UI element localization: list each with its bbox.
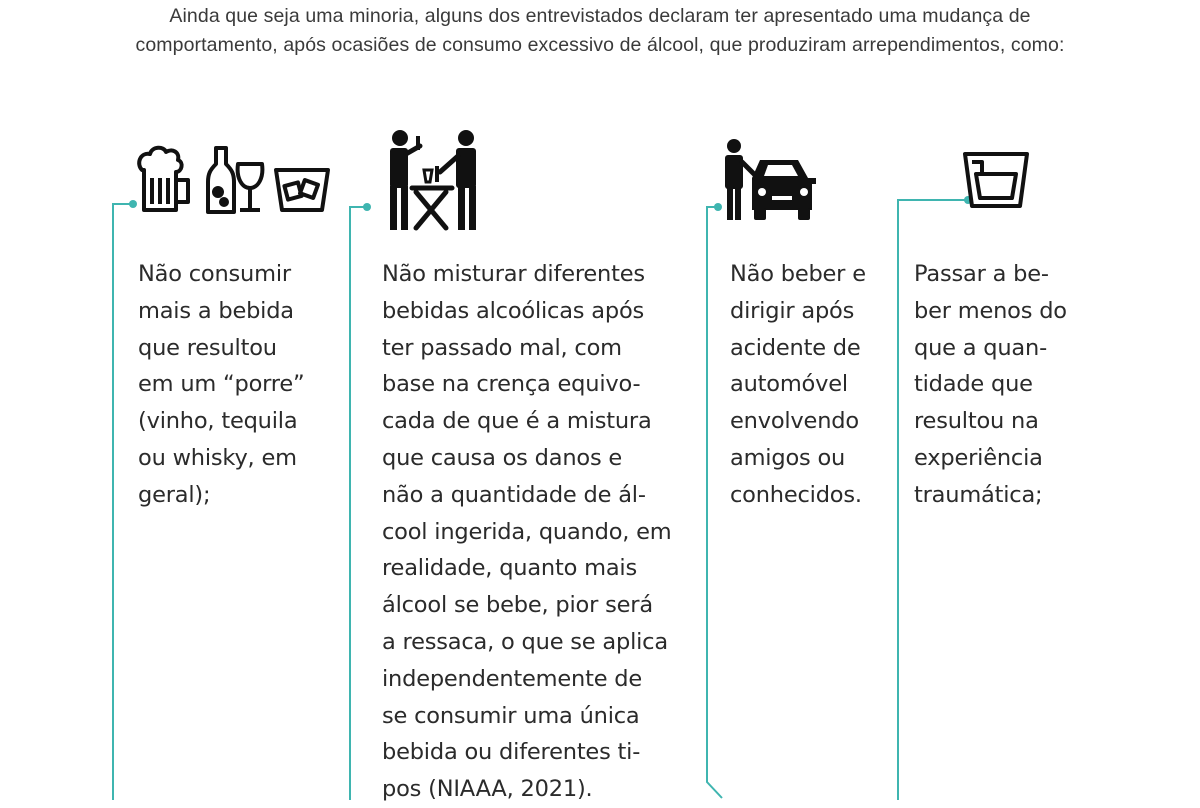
item-4-line: ber menos do [914,297,1067,324]
item-4-line: que a quan- [914,334,1047,361]
item-1-line: geral); [138,481,211,508]
item-2-line: a ressaca, o que se aplica [382,628,668,655]
item-1-line: em um “porre” [138,371,305,398]
item-3-line: conhecidos. [730,481,862,508]
item-2-line: Não misturar diferentes [382,261,645,287]
item-3-line: dirigir após [730,297,855,324]
item-2-line: pos (NIAAA, 2021). [382,776,593,803]
person-and-car-icon [720,138,822,222]
glass-icon [962,150,1030,210]
item-1-text [138,256,304,514]
item-2-text [382,256,672,808]
item-4-line: Passar a be- [914,261,1049,287]
intro-line-2: comportamento, após ocasiões de consumo excessivo de álcool, que produziram arrependimentos, como: [135,34,1065,56]
item-1-line: mais a bebida [138,297,294,324]
item-3-line: Não beber e [730,261,866,287]
beer-wine-whisky-icon [134,142,334,216]
item-3-line: acidente de [730,334,861,361]
item-2-line: base na crença equivo- [382,371,641,398]
item-3-text [730,256,866,514]
connector-line-1 [113,204,132,800]
connector-line-3 [707,207,722,798]
connector-line-2 [350,207,366,800]
item-3-line: amigos ou [730,444,846,471]
item-4-line: resultou na [914,408,1039,435]
item-2-line: bebida ou diferentes ti- [382,739,641,766]
item-2-line: bebidas alcoólicas após [382,297,645,324]
item-1-line: Não consumir [138,261,291,287]
people-at-bar-icon [380,126,490,232]
item-4-text [914,256,1067,514]
item-4-line: experiência [914,444,1043,471]
item-3-line: envolvendo [730,408,859,435]
item-2-line: independentemente de [382,665,643,692]
item-2-line: realidade, quanto mais [382,555,637,582]
connector-dot-2 [363,203,371,211]
item-2-line: se consumir uma única [382,702,640,729]
item-1-line: (vinho, tequila [138,408,298,435]
item-2-line: cada de que é a mistura [382,408,652,435]
item-4-line: tidade que [914,371,1033,398]
intro-line-1: Ainda que seja uma minoria, alguns dos entrevistados declaram ter apresentado uma mudança de [169,5,1031,27]
item-1-line: ou whisky, em [138,444,297,471]
item-4-line: traumática; [914,481,1043,508]
item-2-line: ter passado mal, com [382,334,622,361]
item-2-line: cool ingerida, quando, em [382,518,672,545]
item-2-line: não a quantidade de ál- [382,481,646,508]
item-3-line: automóvel [730,371,848,398]
item-2-line: que causa os danos e [382,444,623,471]
item-2-line: álcool se bebe, pior será [382,592,653,619]
item-1-line: que resultou [138,334,277,361]
